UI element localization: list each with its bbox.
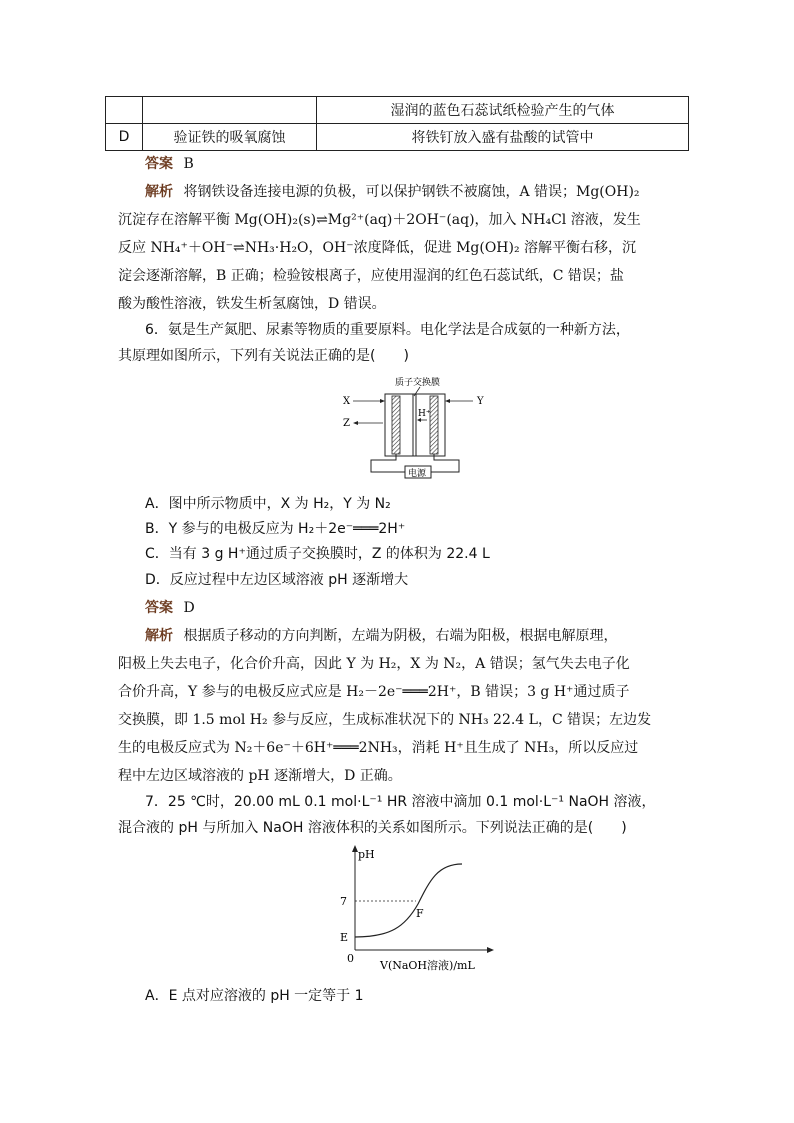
answer-label: 答案 <box>145 156 173 172</box>
titration-graph <box>330 842 500 972</box>
analysis-text: 阳极上失去电子，化合价升高，因此 Y 为 H₂，X 为 N₂，A 错误；氢气失去电子化 <box>118 656 630 672</box>
arrow-head <box>445 399 450 403</box>
question-stem: 7．25 ℃时，20.00 mL 0.1 mol·L⁻¹ HR 溶液中滴加 0.1 mol·L⁻¹ NaOH 溶液， <box>145 794 656 810</box>
analysis-text: 酸为酸性溶液，铁发生析氢腐蚀，D 错误。 <box>118 296 386 312</box>
z-label: Z <box>343 418 350 429</box>
point-e-label: E <box>340 931 349 944</box>
analysis-text: 反应 NH₄⁺＋OH⁻⇌NH₃·H₂O，OH⁻浓度降低，促进 Mg(OH)₂ 溶解平衡右移，沉 <box>118 240 637 256</box>
question-stem: 其原理如图所示，下列有关说法正确的是( ) <box>118 348 409 364</box>
analysis-label: 解析 <box>145 184 173 200</box>
analysis-text: 交换膜，即 1.5 mol H₂ 参与反应，生成标准状况下的 NH₃ 22.4 L，C 错误；左边发 <box>118 712 652 728</box>
x-label: X <box>343 396 351 407</box>
table-row <box>106 124 689 151</box>
table-cell: 验证铁的吸氧腐蚀 <box>143 124 317 151</box>
table-cell: 湿润的蓝色石蕊试纸检验产生的气体 <box>317 97 689 124</box>
table-row <box>106 97 689 124</box>
answer-line <box>145 150 678 178</box>
tick-7: 7 <box>340 895 347 908</box>
analysis-text: 合价升高，Y 参与的电极反应式应是 H₂－2e⁻═══2H⁺，B 错误；3 g H⁺通过质子 <box>118 684 630 700</box>
h-plus-label: H⁺ <box>418 409 431 419</box>
experiment-table <box>105 96 689 151</box>
option-c: C．当有 3 g H⁺通过质子交换膜时，Z 的体积为 22.4 L <box>145 546 490 562</box>
answer-value: D <box>183 600 195 616</box>
table-cell <box>106 97 143 124</box>
y-axis-label: pH <box>358 848 375 861</box>
power-label: 电源 <box>408 469 427 479</box>
analysis-text: 将钢铁设备连接电源的负极，可以保护钢铁不被腐蚀，A 错误；Mg(OH)₂ <box>183 184 640 200</box>
wire-left <box>371 454 405 472</box>
analysis-text: 淀会逐渐溶解，B 正确；检验铵根离子，应使用湿润的红色石蕊试纸，C 错误；盐 <box>118 268 624 284</box>
option-b: B．Y 参与的电极反应为 H₂＋2e⁻═══2H⁺ <box>145 521 406 537</box>
answer-line <box>145 594 678 622</box>
option-a: A．图中所示物质中，X 为 H₂，Y 为 N₂ <box>145 496 391 512</box>
analysis-line <box>145 622 678 650</box>
point-f-label: F <box>416 907 424 920</box>
option-a: A．E 点对应溶液的 pH 一定等于 1 <box>145 988 364 1004</box>
membrane-pointer <box>414 387 420 396</box>
table-cell <box>143 97 317 124</box>
analysis-text: 根据质子移动的方向判断，左端为阴极，右端为阳极，根据电解原理， <box>183 628 618 644</box>
option-d: D．反应过程中左边区域溶液 pH 逐渐增大 <box>145 572 409 588</box>
answer-label: 答案 <box>145 600 173 616</box>
analysis-label: 解析 <box>145 628 173 644</box>
analysis-text: 程中左边区域溶液的 pH 逐渐增大，D 正确。 <box>118 768 402 784</box>
wire-right <box>431 454 459 472</box>
electrolysis-diagram <box>335 372 495 480</box>
left-electrode <box>392 396 400 454</box>
question-stem: 6．氨是生产氮肥、尿素等物质的重要原料。电化学法是合成氨的一种新方法， <box>145 322 630 338</box>
membrane-label: 质子交换膜 <box>395 378 441 388</box>
analysis-text: 生的电极反应式为 N₂＋6e⁻＋6H⁺═══2NH₃，消耗 H⁺且生成了 NH₃，所以反应过 <box>118 740 639 756</box>
analysis-text: 沉淀存在溶解平衡 Mg(OH)₂(s)⇌Mg²⁺(aq)＋2OH⁻(aq)，加入 NH₄Cl 溶液，发生 <box>118 212 641 228</box>
table-cell: 将铁钉放入盛有盐酸的试管中 <box>317 124 689 151</box>
right-electrode <box>430 396 438 454</box>
y-label: Y <box>477 396 484 407</box>
question-stem: 混合液的 pH 与所加入 NaOH 溶液体积的关系如图所示。下列说法正确的是( ) <box>118 820 627 836</box>
table-cell: D <box>106 124 143 151</box>
arrow-head <box>487 947 494 953</box>
arrow-head <box>380 399 385 403</box>
titration-curve <box>355 864 462 937</box>
x-axis-label: V(NaOH溶液)/mL <box>380 959 475 972</box>
origin-label: 0 <box>347 952 354 965</box>
analysis-line <box>145 178 678 206</box>
arrow-head <box>353 421 358 425</box>
answer-value: B <box>183 156 194 172</box>
